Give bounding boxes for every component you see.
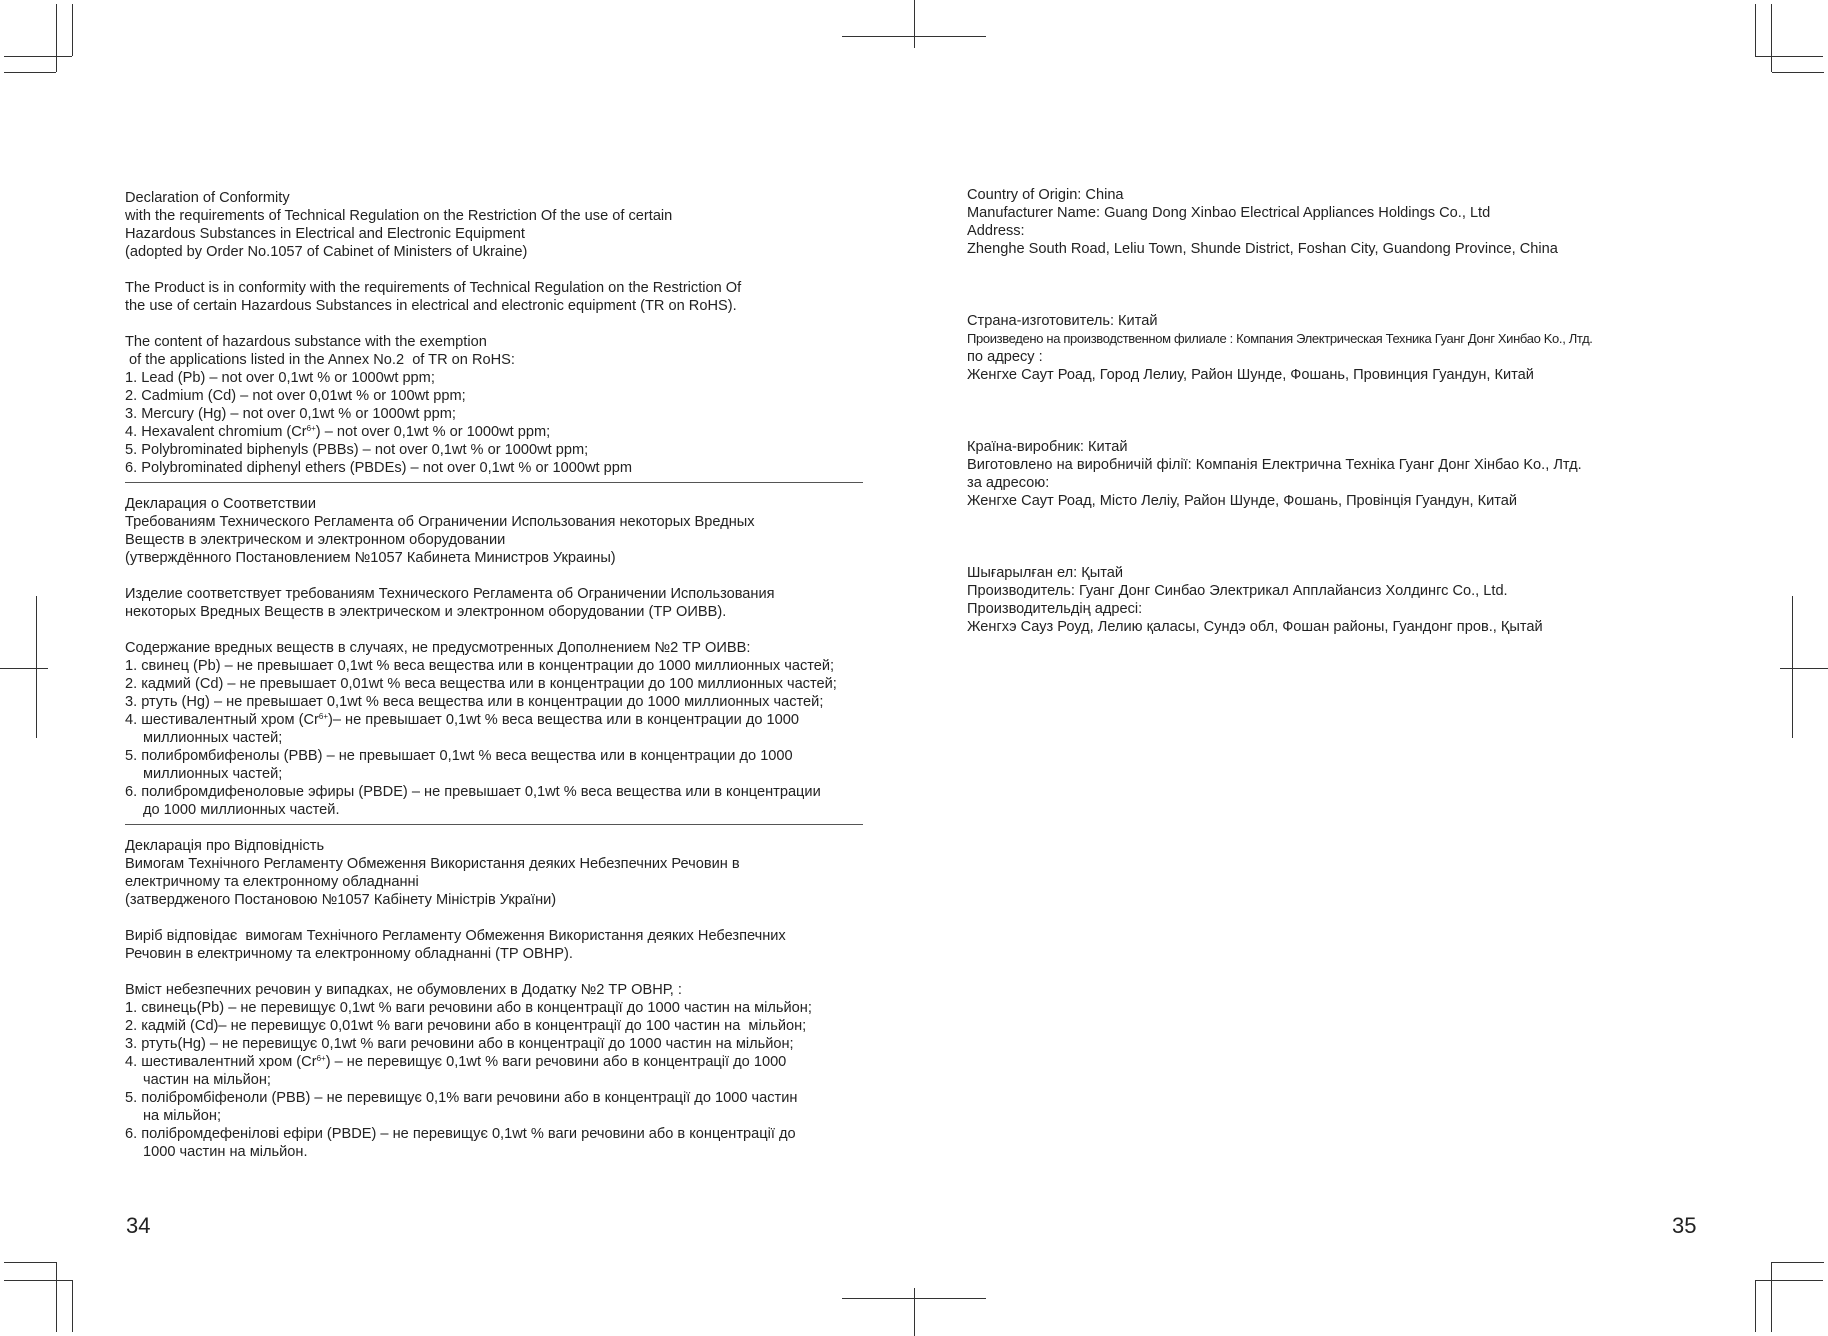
address-label: Производительдің адресі: — [967, 601, 1143, 617]
crop-mark — [56, 1262, 57, 1332]
section-divider — [125, 824, 863, 825]
registration-mark — [1780, 668, 1828, 669]
left-page-column — [125, 189, 865, 1161]
substance-item: 5. полібромбіфеноли (PBB) – не перевищує 0,1% ваги речовини або в концентрації до 1000 частин — [125, 1090, 798, 1106]
substance-item-continued: 1000 частин на мільйон. — [143, 1144, 308, 1160]
substance-item: 5. Polybrominated biphenyls (PBBs) – not over 0,1wt % or 1000wt ppm; — [125, 442, 589, 458]
substance-item: 1. свинец (Pb) – не превышает 0,1wt % веса вещества или в концентрации до 1000 миллионных частей; — [125, 658, 835, 674]
address-label: по адресу : — [967, 349, 1043, 365]
content-intro: Вміст небезпечних речовин у випадках, не обумовлених в Додатку №2 ТР ОВНР, : — [125, 982, 682, 998]
crop-mark — [56, 4, 57, 72]
substance-item-continued: миллионных частей; — [143, 730, 283, 746]
crop-mark — [1771, 4, 1772, 72]
header-line: (утверждённого Постановлением №1057 Кабинета Министров Украины) — [125, 550, 616, 566]
substance-item: 2. кадмій (Cd)– не перевищує 0,01wt % ваги речовини або в концентрації до 100 частин на мільйон; — [125, 1018, 807, 1034]
header-line: Веществ в электрическом и электронном оборудовании — [125, 532, 506, 548]
conformity-line: The Product is in conformity with the requirements of Technical Regulation on the Restriction Of — [125, 280, 742, 296]
registration-mark — [842, 36, 986, 37]
manufacturer-line: Производитель: Гуанг Донг Синбао Электрикал Апплайансиз Холдингс Co., Ltd. — [967, 583, 1508, 599]
crop-mark — [72, 1280, 73, 1332]
conformity-line: Речовин в електричному та електронному обладнанні (ТР ОВНР). — [125, 946, 573, 962]
origin-line: Country of Origin: China — [967, 187, 1124, 203]
manufacturer-line: Manufacturer Name: Guang Dong Xinbao Electrical Appliances Holdings Co., Ltd — [967, 205, 1491, 221]
substance-item-continued: частин на мільйон; — [143, 1072, 271, 1088]
declaration-title: Декларация о Соответствии — [125, 496, 316, 512]
page-number-right: 35 — [1672, 1213, 1697, 1238]
ukrainian-origin-info — [967, 438, 1707, 510]
content-intro: The content of hazardous substance with the exemption — [125, 334, 487, 350]
substance-item: 6. полібромдефенілові ефіри (PBDE) – не перевищує 0,1wt % ваги речовини або в концентрації до — [125, 1126, 796, 1142]
crop-mark — [72, 4, 73, 56]
substance-item: 3. Mercury (Hg) – not over 0,1wt % or 1000wt ppm; — [125, 406, 456, 422]
english-origin-info — [967, 186, 1707, 258]
header-line: (adopted by Order No.1057 of Cabinet of Ministers of Ukraine) — [125, 244, 528, 260]
substance-item-continued: до 1000 миллионных частей. — [143, 802, 340, 818]
header-line: Вимогам Технічного Регламенту Обмеження Використання деяких Небезпечних Речовин в — [125, 856, 740, 872]
conformity-line: некоторых Вредных Веществ в электрическом и электронном оборудовании (ТР ОИВВ). — [125, 604, 727, 620]
conformity-line: Изделие соответствует требованиям Технического Регламента об Ограничении Использования — [125, 586, 775, 602]
address-label: Address: — [967, 223, 1025, 239]
origin-line: Шығарылған ел: Қытай — [967, 565, 1124, 581]
crop-mark — [1755, 1280, 1756, 1332]
origin-line: Страна-изготовитель: Китай — [967, 313, 1158, 329]
address-line: Женгхе Саут Роад, Город Лелиу, Район Шунде, Фошань, Провинция Гуандун, Китай — [967, 367, 1534, 383]
header-line: Hazardous Substances in Electrical and Electronic Equipment — [125, 226, 525, 242]
substance-item: 6. полибромдифеноловые эфиры (PBDE) – не превышает 0,1wt % веса вещества или в концентрации — [125, 784, 821, 800]
substance-item: 1. Lead (Pb) – not over 0,1wt % or 1000wt ppm; — [125, 370, 435, 386]
registration-mark — [36, 596, 37, 738]
crop-mark — [1755, 4, 1756, 56]
substance-item: 4. шестивалентний хром $(Cr^{6+})$ – не перевищує 0,1wt % ваги речовини або в концентрації до 1000 — [125, 1054, 787, 1070]
registration-mark — [842, 1298, 986, 1299]
declaration-title: Декларація про Відповідність — [125, 838, 325, 854]
substance-item: 5. полибромбифенолы (PBB) – не превышает 0,1wt % веса вещества или в концентрации до 1000 — [125, 748, 793, 764]
substance-item-continued: на мільйон; — [143, 1108, 222, 1124]
substance-item: 1. свинець(Pb) – не перевищує 0,1wt % ваги речовини або в концентрації до 1000 частин на мільйон; — [125, 1000, 812, 1016]
substance-item-continued: миллионных частей; — [143, 766, 283, 782]
crop-mark — [1772, 72, 1824, 73]
page-number-left: 34 — [126, 1213, 151, 1238]
crop-mark — [1755, 1280, 1823, 1281]
crop-mark — [1772, 1262, 1824, 1263]
manufacturer-line: Виготовлено на виробничій філії: Компанія Електрична Техніка Гуанг Донг Хінбао Ko., Лтд. — [967, 457, 1582, 473]
substance-item: 6. Polybrominated diphenyl ethers (PBDEs) – not over 0,1wt % or 1000wt ppm — [125, 460, 632, 476]
crop-mark — [1755, 56, 1823, 57]
content-intro: Содержание вредных веществ в случаях, не предусмотренных Дополнением №2 ТР ОИВВ: — [125, 640, 751, 656]
address-line: Женгхэ Сауз Роуд, Лелию қаласы, Сундэ обл, Фошан районы, Гуандонг пров., Қытай — [967, 619, 1543, 635]
registration-mark — [1792, 596, 1793, 738]
substance-item: 2. Cadmium (Cd) – not over 0,01wt % or 100wt ppm; — [125, 388, 466, 404]
ukrainian-declaration — [125, 837, 865, 1161]
crop-mark — [4, 1262, 56, 1263]
conformity-line: the use of certain Hazardous Substances in electrical and electronic equipment (TR on RoHS). — [125, 298, 737, 314]
substance-item: 3. ртуть (Hg) – не превышает 0,1wt % веса вещества или в концентрации до 1000 миллионных частей; — [125, 694, 824, 710]
kazakh-origin-info — [967, 564, 1707, 636]
declaration-title: Declaration of Conformity — [125, 190, 290, 206]
crop-mark — [4, 1280, 72, 1281]
crop-mark — [4, 72, 56, 73]
section-divider — [125, 482, 863, 483]
substance-item: 2. кадмий (Cd) – не превышает 0,01wt % веса вещества или в концентрации до 100 миллионных частей; — [125, 676, 837, 692]
registration-mark — [914, 0, 915, 48]
address-line: Zhenghe South Road, Leliu Town, Shunde District, Foshan City, Guandong Province, China — [967, 241, 1558, 257]
registration-mark — [0, 668, 48, 669]
origin-line: Країна-виробник: Китай — [967, 439, 1128, 455]
manufacturer-line: Произведено на производственном филиале : Компания Электрическая Техника Гуанг Донг Хинбао Ko., Лтд. — [967, 331, 1593, 346]
substance-item: 3. ртуть(Hg) – не перевищує 0,1wt % ваги речовини або в концентрації до 1000 частин на мільйон; — [125, 1036, 794, 1052]
header-line: електричному та електронному обладнанні — [125, 874, 419, 890]
registration-mark — [914, 1288, 915, 1336]
conformity-line: Виріб відповідає вимогам Технічного Регламенту Обмеження Використання деяких Небезпечних — [125, 928, 786, 944]
header-line: Требованиям Технического Регламента об Ограничении Использования некоторых Вредных — [125, 514, 755, 530]
russian-origin-info — [967, 312, 1707, 384]
english-declaration — [125, 189, 865, 477]
address-label: за адресою: — [967, 475, 1050, 491]
address-line: Женгхе Саут Роад, Місто Леліу, Район Шунде, Фошань, Провінція Гуандун, Китай — [967, 493, 1518, 509]
russian-declaration — [125, 495, 865, 819]
right-page-column — [967, 186, 1707, 636]
header-line: (затвердженого Постановою №1057 Кабінету Міністрів України) — [125, 892, 557, 908]
content-intro: of the applications listed in the Annex No.2 of TR on RoHS: — [125, 352, 515, 368]
header-line: with the requirements of Technical Regulation on the Restriction Of the use of certain — [125, 208, 673, 224]
substance-item: 4. Hexavalent chromium $(Cr^{6+})$ – not over 0,1wt % or 1000wt ppm; — [125, 424, 551, 440]
substance-item: 4. шестивалентный хром $(Cr^{6+})-$ не превышает 0,1wt % веса вещества или в концентрации до 1000 — [125, 712, 799, 728]
crop-mark — [1771, 1262, 1772, 1332]
crop-mark — [4, 56, 72, 57]
